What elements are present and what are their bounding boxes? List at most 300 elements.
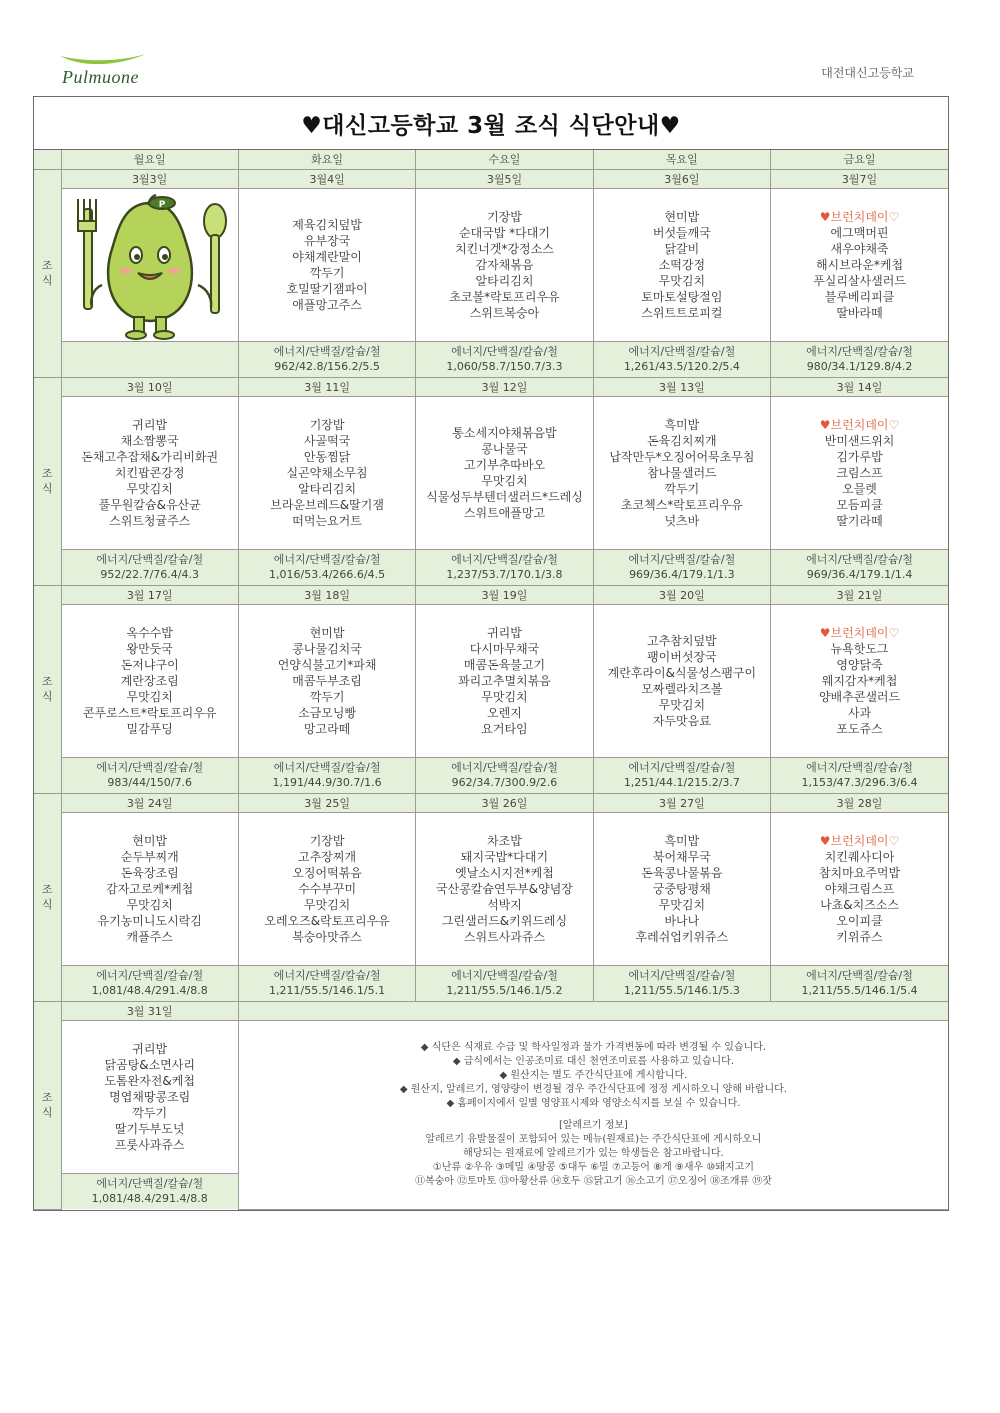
menu-cell-body — [416, 189, 592, 341]
menu-cell — [238, 812, 415, 965]
menu-row — [34, 812, 948, 965]
menu-item: 기장밥 — [309, 833, 345, 848]
menu-table — [34, 150, 948, 1210]
school-name: 대전대신고등학교 — [821, 66, 914, 80]
menu-item: 차조밥 — [487, 833, 522, 848]
menu-cell — [416, 812, 593, 965]
menu-item: 기장밥 — [309, 417, 345, 432]
menu-item: 오이피클 — [836, 913, 883, 928]
nutrition-label: 에너지/단백질/칼슘/철 — [273, 969, 381, 982]
meal-label — [34, 1001, 61, 1209]
nutrition-value: 1,081/48.4/291.4/8.8 — [91, 1192, 208, 1206]
nutrition-label: 에너지/단백질/칼슘/철 — [451, 553, 558, 566]
brunch-day-label: ♥브런치데이♡ — [819, 417, 900, 432]
menu-item: 김가루밥 — [836, 449, 883, 464]
menu-item: 치킨너겟*강정소스 — [455, 241, 554, 256]
menu-item: 프룻사과쥬스 — [114, 1137, 185, 1152]
menu-items — [264, 833, 389, 945]
menu-cell — [238, 396, 415, 549]
menu-item: 요거타임 — [481, 721, 528, 736]
date-row — [34, 585, 948, 604]
menu-item: 풀무원칼슘&유산균 — [98, 497, 201, 512]
day-name: 금요일 — [771, 150, 948, 169]
menu-item: 콩나물김치국 — [292, 641, 362, 656]
menu-cell — [61, 812, 238, 965]
menu-item: 돈저냐구이 — [120, 657, 179, 672]
nutrition-value: 969/36.4/179.1/1.3 — [629, 568, 735, 581]
menu-item: 사과 — [847, 705, 872, 720]
menu-item: 치킨팝콘강정 — [114, 465, 185, 480]
mascot-footer — [62, 341, 238, 377]
date-cell: 3월 19일 — [416, 585, 593, 604]
menu-item: 현미밥 — [664, 209, 700, 224]
menu-item: 채소짬뽕국 — [120, 433, 179, 448]
menu-item: 오징어떡볶음 — [292, 865, 362, 880]
menu-item: 석박지 — [487, 897, 522, 912]
meal-label-text: 조식 — [41, 467, 53, 495]
nutrition-cell — [238, 341, 415, 377]
nutrition-value: 969/36.4/179.1/1.4 — [806, 568, 913, 581]
menu-item: 현미밥 — [309, 625, 345, 640]
nutrition-label: 에너지/단백질/칼슘/철 — [628, 761, 736, 774]
menu-item: 현미밥 — [132, 833, 168, 848]
menu-item: 고추장찌개 — [298, 849, 357, 864]
menu-item: 무맛김치 — [481, 473, 528, 488]
brunch-day-label: ♥브런치데이♡ — [819, 833, 900, 848]
menu-item: 옛날소시지전*케첩 — [455, 865, 554, 880]
date-row — [34, 169, 948, 188]
nutrition-label: 에너지/단백질/칼슘/철 — [806, 345, 913, 358]
menu-item: 야채크림스프 — [824, 881, 895, 896]
nutrition-cell — [61, 965, 238, 1001]
menu-item: 궁중탕평채 — [652, 881, 711, 896]
nutrition-cell — [238, 965, 415, 1001]
nutrition-label: 에너지/단백질/칼슘/철 — [806, 969, 913, 982]
menu-item: 바나나 — [664, 913, 700, 928]
menu-item: 후레쉬업키위쥬스 — [635, 929, 729, 944]
spacer — [243, 1111, 944, 1119]
menu-item: 닭곰탕&소면사리 — [104, 1057, 195, 1072]
nutrition-cell — [593, 757, 770, 793]
pulmuone-logo — [58, 50, 168, 90]
menu-item: 깍두기 — [309, 689, 345, 704]
menu-cell — [771, 604, 948, 757]
day-name: 월요일 — [61, 150, 238, 169]
menu-item: 실곤약채소무침 — [286, 465, 368, 480]
menu-items — [436, 833, 573, 945]
nutrition-cell — [593, 341, 770, 377]
nutrition-label: 에너지/단백질/칼슘/철 — [451, 345, 558, 358]
nutrition-value: 1,191/44.9/30.7/1.6 — [272, 776, 382, 789]
date-cell: 3월 25일 — [238, 793, 415, 812]
mascot-area — [62, 189, 238, 341]
menu-item: 블루베리피클 — [824, 289, 895, 304]
menu-cell-body — [771, 813, 948, 965]
date-cell: 3월 26일 — [416, 793, 593, 812]
menu-item: 야채계란말이 — [292, 249, 362, 264]
menu-row — [34, 188, 948, 341]
meal-label — [34, 793, 61, 1001]
nutrition-label: 에너지/단백질/칼슘/철 — [451, 761, 558, 774]
menu-item: 유기농미니도시락김 — [97, 913, 202, 928]
menu-item: 에그맥머핀 — [830, 225, 889, 240]
menu-item: 딸바라떼 — [836, 305, 883, 320]
menu-items — [458, 625, 551, 737]
menu-items — [426, 425, 583, 521]
menu-item: 모듬피클 — [836, 497, 883, 512]
menu-item: 스위트애플망고 — [463, 505, 546, 520]
menu-item: 애플망고주스 — [292, 297, 362, 312]
menu-items — [449, 209, 559, 321]
nutrition-label: 에너지/단백질/칼슘/철 — [806, 553, 913, 566]
menu-item: 무맛김치 — [126, 689, 173, 704]
menu-item: 토마토설탕절임 — [641, 289, 723, 304]
menu-item: 포도쥬스 — [836, 721, 883, 736]
meal-label-text: 조식 — [41, 259, 53, 287]
allergy-line: ①난류 ②우유 ③메밀 ④땅콩 ⑤대두 ⑥밀 ⑦고등어 ⑧게 ⑨새우 ⑩돼지고기 — [432, 1161, 754, 1173]
nutrition-cell — [416, 341, 593, 377]
nutrition-cell — [771, 549, 948, 585]
menu-item: 북어채무국 — [652, 849, 711, 864]
menu-item: 스위트사과쥬스 — [463, 929, 546, 944]
menu-item: 무맛김치 — [658, 697, 706, 712]
menu-cell-body — [594, 189, 770, 341]
menu-item: 계란장조림 — [120, 673, 179, 688]
menu-item: 크림스프 — [836, 465, 883, 480]
menu-item: 무맛김치 — [126, 481, 173, 496]
menu-item: 식물성두부텐더샐러드*드레싱 — [426, 489, 583, 504]
meal-label-text: 조식 — [41, 883, 53, 911]
date-cell: 3월 13일 — [593, 377, 770, 396]
menu-cell — [593, 812, 770, 965]
menu-item: 무맛김치 — [126, 897, 173, 912]
menu-item: 알타리김치 — [475, 273, 534, 288]
date-cell: 3월7일 — [771, 169, 948, 188]
allergy-line: ⑪복숭아 ⑫토마토 ⑬아황산류 ⑭호두 ⑮닭고기 ⑯소고기 ⑰오징어 ⑱조개류 ⑲잣 — [414, 1175, 772, 1187]
menu-cell — [771, 188, 948, 341]
menu-cell-body — [239, 189, 415, 341]
menu-cell-body — [416, 397, 592, 549]
menu-item: 치킨퀘사디아 — [824, 849, 895, 864]
notice-block — [239, 1033, 948, 1197]
menu-item: 국산콩칼슘연두부&양념장 — [436, 881, 573, 896]
date-cell: 3월 21일 — [771, 585, 948, 604]
menu-item: 안동찜닭 — [303, 449, 351, 464]
menu-item: 깍두기 — [132, 1105, 168, 1120]
date-cell: 3월 20일 — [593, 585, 770, 604]
nutrition-value: 962/34.7/300.9/2.6 — [451, 776, 558, 789]
nutrition-cell — [593, 549, 770, 585]
menu-items — [609, 417, 754, 529]
menu-item: 모짜렐라치즈볼 — [641, 681, 723, 696]
nutrition-value: 983/44/150/7.6 — [107, 776, 192, 789]
menu-item: 순대국밥 *다대기 — [458, 225, 550, 240]
menu-item: 무맛김치 — [658, 897, 706, 912]
mascot-cell — [61, 188, 238, 377]
menu-item: 귀리밥 — [132, 417, 168, 432]
menu-cell — [61, 1020, 238, 1173]
nutrition-label: 에너지/단백질/칼슘/철 — [96, 553, 204, 566]
menu-item: 다시마무채국 — [469, 641, 540, 656]
menu-item: 복숭아맛쥬스 — [292, 929, 362, 944]
nutrition-cell — [416, 965, 593, 1001]
menu-item: 자두맛음료 — [652, 713, 711, 728]
date-cell: 3월 14일 — [771, 377, 948, 396]
menu-item: 제육김치덮밥 — [292, 217, 362, 232]
menu-item: 참치마요주먹밥 — [818, 865, 901, 880]
menu-item: 순두부찌개 — [120, 849, 179, 864]
nutrition-value: 980/34.1/129.8/4.2 — [806, 360, 913, 373]
menu-item: 그린샐러드&키위드레싱 — [441, 913, 568, 928]
meal-label — [34, 169, 61, 377]
date-cell: 3월4일 — [238, 169, 415, 188]
menu-item: 나쵸&치즈소스 — [820, 897, 899, 912]
page-title: ♥대신고등학교 3월 조식 식단안내♥ — [34, 97, 948, 150]
menu-item: 키위쥬스 — [836, 929, 883, 944]
menu-cell — [416, 604, 593, 757]
meal-label — [34, 585, 61, 793]
nutrition-cell — [593, 965, 770, 1001]
nutrition-value: 962/42.8/156.2/5.5 — [274, 360, 380, 373]
menu-item: 사골떡국 — [303, 433, 351, 448]
menu-item: 왕만둣국 — [126, 641, 173, 656]
menu-cell-body — [62, 605, 238, 757]
menu-item: 수수부꾸미 — [298, 881, 357, 896]
menu-item: 귀리밥 — [132, 1041, 168, 1056]
notice-line: ◆ 원산지, 알레르기, 영양량이 변경될 경우 주간식단표에 정정 게시하오니 양해 바랍니다. — [399, 1083, 787, 1095]
menu-item: 귀리밥 — [487, 625, 522, 640]
nutrition-value: 1,261/43.5/120.2/5.4 — [623, 360, 740, 373]
menu-items — [820, 417, 899, 529]
nutrition-row — [34, 757, 948, 793]
svg-text:P: P — [158, 199, 165, 210]
date-cell: 3월 10일 — [61, 377, 238, 396]
menu-item: 유부장국 — [303, 233, 351, 248]
menu-item: 스위트청귤주스 — [109, 513, 191, 528]
menu-cell-body — [62, 1021, 238, 1173]
menu-items — [278, 625, 377, 737]
date-row — [34, 377, 948, 396]
nutrition-cell — [416, 549, 593, 585]
menu-item: 닭갈비 — [664, 241, 700, 256]
nutrition-value: 1,060/58.7/150.7/3.3 — [446, 360, 563, 373]
menu-cell — [771, 396, 948, 549]
menu-item: 딸기두부도넛 — [114, 1121, 185, 1136]
menu-row — [34, 396, 948, 549]
nutrition-cell — [771, 341, 948, 377]
menu-item: 초코볼*락토프리우유 — [449, 289, 560, 304]
notice-line: ◆ 원산지는 별도 주간식단표에 게시합니다. — [499, 1069, 688, 1081]
allergy-title: [알레르기 정보] — [558, 1119, 628, 1131]
nutrition-cell — [61, 549, 238, 585]
nutrition-row — [34, 965, 948, 1001]
menu-cell — [593, 396, 770, 549]
nutrition-label: 에너지/단백질/칼슘/철 — [628, 553, 736, 566]
menu-item: 캐플주스 — [126, 929, 173, 944]
menu-items — [813, 209, 906, 321]
menu-items — [81, 417, 218, 529]
menu-cell — [61, 604, 238, 757]
corner-cell — [34, 150, 61, 169]
menu-item: 감자채볶음 — [475, 257, 534, 272]
nutrition-cell — [238, 549, 415, 585]
menu-cell — [61, 396, 238, 549]
menu-item: 깍두기 — [309, 265, 345, 280]
notice-line: ◆ 식단은 식재료 수급 및 학사일정과 물가 가격변동에 따라 변경될 수 있습니다. — [420, 1041, 767, 1053]
allergy-line: 알레르기 유발물질이 포함되어 있는 메뉴(원재료)는 주간식단표에 게시하오니 — [425, 1133, 762, 1145]
menu-items — [635, 833, 728, 945]
menu-item: 기장밥 — [487, 209, 522, 224]
menu-item: 매콤두부조림 — [292, 673, 362, 688]
menu-item: 고추참치덮밥 — [647, 633, 717, 648]
nutrition-value: 1,211/55.5/146.1/5.2 — [446, 984, 563, 997]
meal-label — [34, 377, 61, 585]
menu-item: 무맛김치 — [658, 273, 706, 288]
nutrition-value: 952/22.7/76.4/4.3 — [100, 568, 199, 581]
menu-cell-body — [62, 397, 238, 549]
nutrition-label: 에너지/단백질/칼슘/철 — [273, 761, 381, 774]
menu-cell — [416, 396, 593, 549]
nutrition-value: 1,211/55.5/146.1/5.3 — [623, 984, 740, 997]
menu-cell — [238, 188, 415, 341]
menu-item: 돈육장조림 — [120, 865, 179, 880]
menu-item: 돈채고추잡채&가리비화권 — [81, 449, 219, 464]
nutrition-value: 1,211/55.5/146.1/5.1 — [269, 984, 386, 997]
date-row — [34, 1001, 948, 1020]
menu-cell-body — [239, 605, 415, 757]
day-header-row — [34, 150, 948, 169]
menu-item: 감자고로케*케첩 — [106, 881, 194, 896]
menu-cell-body — [771, 605, 948, 757]
menu-item: 오레오즈&락토프리우유 — [264, 913, 390, 928]
menu-item: 브라운브레드&딸기잼 — [270, 497, 384, 512]
menu-cell-body — [416, 605, 592, 757]
nutrition-value: 1,016/53.4/266.6/4.5 — [269, 568, 386, 581]
nutrition-cell — [771, 965, 948, 1001]
menu-item: 무맛김치 — [303, 897, 351, 912]
menu-item: 언양식불고기*파채 — [277, 657, 377, 672]
day-name: 목요일 — [593, 150, 770, 169]
menu-cell-body — [594, 605, 770, 757]
menu-cell — [771, 812, 948, 965]
brunch-day-label: ♥브런치데이♡ — [819, 625, 900, 640]
menu-item: 옥수수밥 — [126, 625, 173, 640]
menu-item: 소금모닝빵 — [298, 705, 357, 720]
nutrition-cell — [771, 757, 948, 793]
menu-item: 오믈렛 — [842, 481, 877, 496]
menu-cell-body — [594, 813, 770, 965]
menu-items — [270, 417, 384, 529]
menu-item: 도톰완자전&케첩 — [104, 1073, 195, 1088]
menu-items — [104, 1041, 195, 1153]
menu-cell — [593, 188, 770, 341]
nutrition-cell — [238, 757, 415, 793]
menu-item: 소떡강정 — [658, 257, 706, 272]
nutrition-value: 1,081/48.4/291.4/8.8 — [91, 984, 208, 997]
menu-item: 웨지감자*케첩 — [821, 673, 898, 688]
nutrition-value: 1,211/55.5/146.1/5.4 — [801, 984, 918, 997]
menu-item: 스위트복숭아 — [469, 305, 540, 320]
nutrition-cell — [416, 757, 593, 793]
nutrition-label: 에너지/단백질/칼슘/철 — [628, 969, 736, 982]
empty-date-cell — [238, 1001, 948, 1020]
menu-cell-body — [771, 397, 948, 549]
allergy-line: 해당되는 원재료에 알레르기가 있는 학생들은 참고바랍니다. — [463, 1147, 724, 1159]
date-row — [34, 793, 948, 812]
menu-item: 호밀딸기잼파이 — [286, 281, 368, 296]
menu-item: 뉴욕핫도그 — [830, 641, 889, 656]
menu-cell — [416, 188, 593, 341]
nutrition-value: 1,237/53.7/170.1/3.8 — [446, 568, 563, 581]
nutrition-value: 1,153/47.3/296.3/6.4 — [801, 776, 918, 789]
menu-item: 돈육김치찌개 — [647, 433, 717, 448]
meal-label-text: 조식 — [41, 675, 53, 703]
date-cell: 3월3일 — [61, 169, 238, 188]
meal-label-text: 조식 — [41, 1091, 53, 1119]
menu-sheet — [33, 96, 949, 1211]
menu-items — [287, 217, 368, 313]
nutrition-label: 에너지/단백질/칼슘/철 — [451, 969, 558, 982]
menu-item: 통소세지야채볶음밥 — [452, 425, 557, 440]
menu-row — [34, 604, 948, 757]
menu-item: 무맛김치 — [481, 689, 528, 704]
nutrition-label: 에너지/단백질/칼슘/철 — [273, 345, 381, 358]
nutrition-label: 에너지/단백질/칼슘/철 — [806, 761, 913, 774]
menu-items — [819, 833, 900, 945]
nutrition-cell — [61, 1173, 238, 1209]
menu-item: 넛츠바 — [664, 513, 700, 528]
menu-cell-body — [62, 813, 238, 965]
menu-item: 콘푸로스트*락토프리우유 — [82, 705, 217, 720]
menu-item: 깍두기 — [664, 481, 700, 496]
menu-cell-body — [771, 189, 948, 341]
nutrition-cell — [61, 757, 238, 793]
menu-item: 납작만두*오징어어묵초무침 — [609, 449, 755, 464]
menu-item: 오렌지 — [487, 705, 522, 720]
menu-item: 돈육콩나물볶음 — [641, 865, 723, 880]
nutrition-row — [34, 549, 948, 585]
menu-item: 고기부추따바오 — [463, 457, 546, 472]
date-cell: 3월 24일 — [61, 793, 238, 812]
menu-items — [83, 625, 217, 737]
nutrition-label: 에너지/단백질/칼슘/철 — [628, 345, 736, 358]
nutrition-label: 에너지/단백질/칼슘/철 — [96, 761, 204, 774]
menu-item: 초코첵스*락토프리우유 — [620, 497, 743, 512]
menu-item: 팽이버섯장국 — [647, 649, 717, 664]
menu-items — [608, 633, 756, 729]
notice-cell — [238, 1020, 948, 1209]
menu-items — [819, 625, 900, 737]
pear-mascot-icon — [62, 189, 238, 341]
date-cell: 3월 28일 — [771, 793, 948, 812]
menu-items — [641, 209, 722, 321]
menu-row — [34, 1020, 948, 1173]
menu-item: 참나물샐러드 — [647, 465, 717, 480]
menu-cell — [593, 604, 770, 757]
date-cell: 3월 31일 — [61, 1001, 238, 1020]
brand-name: Pulmuone — [62, 67, 139, 87]
menu-item: 푸실리살사샐러드 — [813, 273, 906, 288]
menu-item: 매콤돈육불고기 — [463, 657, 546, 672]
brunch-day-label: ♥브런치데이♡ — [819, 209, 900, 224]
day-name: 화요일 — [238, 150, 415, 169]
day-name: 수요일 — [416, 150, 593, 169]
date-cell: 3월 12일 — [416, 377, 593, 396]
notice-line: ◆ 홈페이지에서 일별 영양표시제와 영양소식지를 보실 수 있습니다. — [446, 1097, 741, 1109]
menu-cell-body — [416, 813, 592, 965]
menu-cell — [238, 604, 415, 757]
menu-item: 돼지국밥*다대기 — [460, 849, 549, 864]
